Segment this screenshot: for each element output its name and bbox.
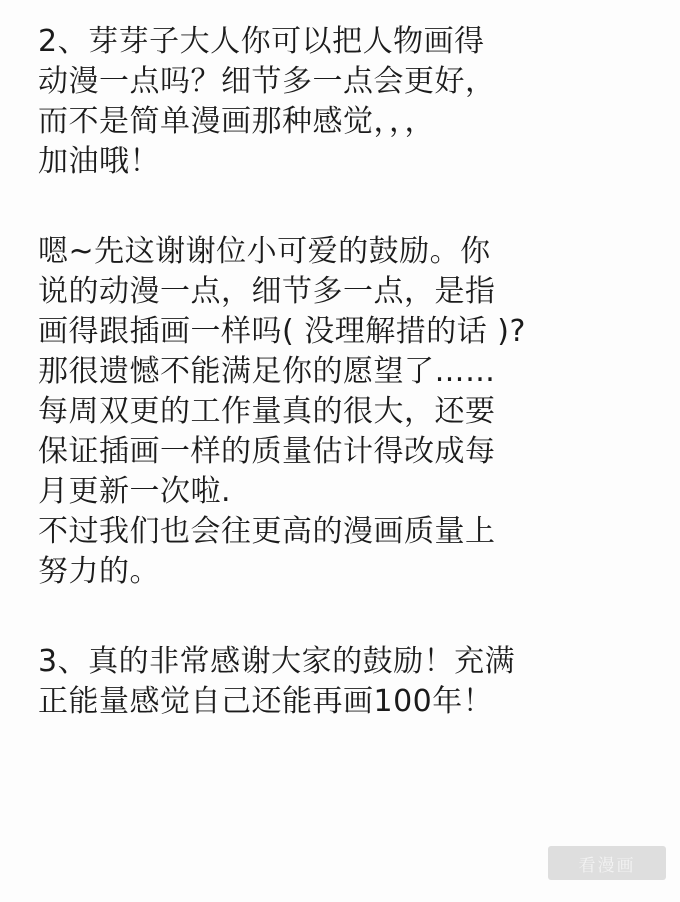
- question-2-line-4: 加油哦！: [38, 144, 160, 179]
- answer-2-line-7: 月更新一次啦.: [38, 474, 232, 509]
- answer-2-line-1: 嗯~先这谢谢位小可爱的鼓励。你: [38, 234, 491, 269]
- block-gap-1: [38, 182, 650, 232]
- block-gap-2: [38, 592, 650, 642]
- question-3-block: [38, 642, 650, 722]
- question-2-line-3: 而不是简单漫画那种感觉，，，: [38, 104, 435, 139]
- question-2-block: [38, 22, 650, 182]
- answer-2-line-2: 说的动漫一点，细节多一点，是指: [38, 274, 496, 309]
- answer-2-line-6: 保证插画一样的质量估计得改成每: [38, 434, 496, 469]
- answer-2-line-4: 那很遗憾不能满足你的愿望了……: [38, 354, 496, 389]
- answer-2-line-8: 不过我们也会往更高的漫画质量上: [38, 514, 496, 549]
- watermark-badge: [548, 846, 666, 880]
- question-3-line-1: 3、真的非常感谢大家的鼓励！充满: [38, 644, 516, 679]
- question-2-line-2: 动漫一点吗？细节多一点会更好，: [38, 64, 496, 99]
- answer-2-line-5: 每周双更的工作量真的很大，还要: [38, 394, 496, 429]
- question-3-line-2: 正能量感觉自己还能再画100年！: [38, 684, 494, 719]
- question-2-line-1: 2、芽芽子大人你可以把人物画得: [38, 24, 485, 59]
- text-content: [38, 22, 650, 722]
- answer-2-line-3: 画得跟插画一样吗( 没理解措的话 )?: [38, 314, 526, 349]
- answer-2-block: [38, 232, 650, 592]
- answer-2-line-9: 努力的。: [38, 554, 160, 589]
- watermark-label: 看漫画: [578, 855, 636, 876]
